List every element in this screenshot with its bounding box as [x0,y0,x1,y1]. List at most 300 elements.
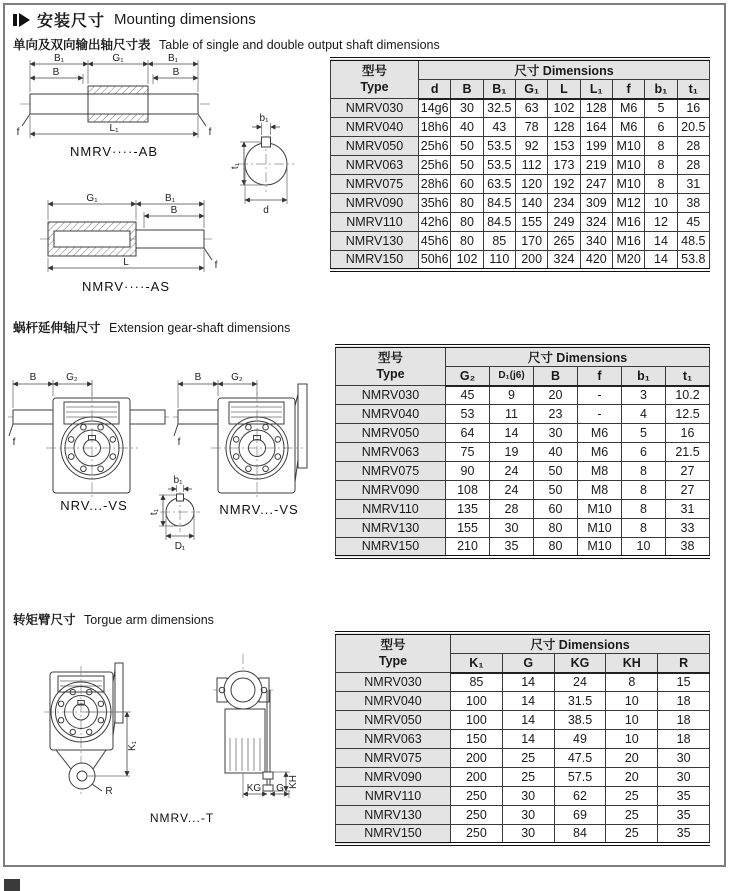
value-cell: 90 [446,462,490,481]
dim-label-d: d [263,205,269,216]
value-cell: M8 [578,462,622,481]
column-header: KH [606,654,658,673]
column-header: f [578,367,622,386]
value-cell: 12.5 [666,405,710,424]
value-cell: 49 [554,730,606,749]
column-header: L [548,80,580,99]
value-cell: 8 [622,519,666,538]
value-cell: 120 [515,175,547,194]
value-cell: 12 [645,213,677,232]
value-cell: 25 [606,787,658,806]
value-cell: 63.5 [483,175,515,194]
value-cell: 14 [645,232,677,251]
drawing-label-ab: NMRV····-AB [69,144,159,159]
type-cell: NMRV063 [331,156,419,175]
type-cell: NMRV040 [336,692,451,711]
value-cell: 8 [606,673,658,692]
value-cell: 30 [490,519,534,538]
type-cell: NMRV075 [336,462,446,481]
value-cell: 14 [502,673,554,692]
value-cell: 92 [515,137,547,156]
page-title [13,8,256,31]
value-cell: 128 [580,99,612,118]
dimensions-header: 尺寸 Dimensions [446,346,710,367]
drawing-label-as: NMRV····-AS [81,279,171,294]
dim-label-g: G [276,783,284,794]
value-cell: M20 [612,251,644,270]
value-cell: 40 [534,443,578,462]
value-cell: 5 [622,424,666,443]
value-cell: 100 [451,692,503,711]
value-cell: 14 [502,711,554,730]
table-row [336,768,710,787]
value-cell: 60 [451,175,483,194]
column-header: B [534,367,578,386]
value-cell: 62 [554,787,606,806]
column-header: t₁ [677,80,709,99]
worm-shaft-keyway-section-drawing [149,475,200,552]
value-cell: 30 [502,806,554,825]
dim-label-b: B [172,67,180,78]
value-cell: 50h6 [419,251,451,270]
value-cell: 6 [645,118,677,137]
value-cell: 324 [580,213,612,232]
value-cell: 110 [483,251,515,270]
value-cell: 8 [622,481,666,500]
value-cell: 200 [451,749,503,768]
column-header: L₁ [580,80,612,99]
type-cell: NMRV110 [331,213,419,232]
column-header: G₁ [515,80,547,99]
type-cell: NMRV050 [336,424,446,443]
value-cell: 84 [554,825,606,844]
type-cell: NMRV130 [336,519,446,538]
value-cell: 14 [490,424,534,443]
value-cell: M10 [578,519,622,538]
value-cell: 30 [658,768,710,787]
dim-label-b: B [29,372,37,383]
value-cell: M10 [612,175,644,194]
value-cell: M8 [578,481,622,500]
value-cell: 10.2 [666,386,710,405]
table-row [336,787,710,806]
section1-subtitle-en: Table of single and double output shaft dimensions [159,38,440,52]
value-cell: 15 [658,673,710,692]
page-title-cn: 安装尺寸 [37,13,106,30]
value-cell: 53 [446,405,490,424]
value-cell: 250 [451,825,503,844]
value-cell: 219 [580,156,612,175]
section2-subtitle-en: Extension gear-shaft dimensions [109,321,291,335]
value-cell: 10 [645,194,677,213]
type-cell: NMRV110 [336,787,451,806]
value-cell: 45 [677,213,709,232]
type-cell: NMRV050 [331,137,419,156]
value-cell: 25 [502,749,554,768]
value-cell: 28 [490,500,534,519]
value-cell: 16 [666,424,710,443]
table-header-row [331,59,710,80]
value-cell: 192 [548,175,580,194]
value-cell: 108 [446,481,490,500]
value-cell: 18 [658,692,710,711]
type-cell: NMRV090 [336,481,446,500]
extension-shaft-drawings [8,362,328,562]
value-cell: 35 [658,825,710,844]
table-row [336,386,710,405]
value-cell: 80 [451,194,483,213]
dim-label-g2: G₂ [231,372,243,383]
value-cell: 28 [677,137,709,156]
value-cell: 420 [580,251,612,270]
table-row [336,749,710,768]
value-cell: - [578,405,622,424]
section1-subtitle [13,35,440,53]
column-header: B [451,80,483,99]
table-row [336,711,710,730]
value-cell: 47.5 [554,749,606,768]
value-cell: 28h6 [419,175,451,194]
value-cell: 30 [502,825,554,844]
value-cell: 324 [548,251,580,270]
type-cell: NMRV130 [336,806,451,825]
type-cell: NMRV040 [336,405,446,424]
value-cell: 80 [534,538,578,557]
value-cell: 50 [451,137,483,156]
value-cell: 84.5 [483,213,515,232]
drawing-label-nmrv-vs: NMRV...-VS [219,502,299,517]
table-row [336,405,710,424]
dim-label-kh: KH [288,775,299,789]
value-cell: 33 [666,519,710,538]
dim-label-b1: B₁ [164,193,176,204]
dimensions-header: 尺寸 Dimensions [451,633,710,654]
value-cell: 112 [515,156,547,175]
dim-label-f: f [214,260,218,271]
type-cell: NMRV040 [331,118,419,137]
extension-shaft-dimensions-table [335,344,710,559]
output-shaft-drawings [8,52,328,302]
value-cell: 102 [451,251,483,270]
dim-label-b: B [52,67,60,78]
value-cell: 40 [451,118,483,137]
section3-subtitle-en: Torgue arm dimensions [84,613,214,627]
value-cell: 10 [606,730,658,749]
value-cell: 200 [451,768,503,787]
value-cell: 60 [534,500,578,519]
table-row [336,500,710,519]
value-cell: 38 [677,194,709,213]
value-cell: 200 [515,251,547,270]
value-cell: 50 [534,462,578,481]
value-cell: 78 [515,118,547,137]
value-cell: 53.5 [483,137,515,156]
value-cell: 9 [490,386,534,405]
value-cell: 31.5 [554,692,606,711]
value-cell: 173 [548,156,580,175]
value-cell: 4 [622,405,666,424]
table-row [336,806,710,825]
type-cell: NMRV150 [336,825,451,844]
shaft-ab-drawing [17,53,212,159]
column-header: G [502,654,554,673]
value-cell: M10 [612,137,644,156]
type-cell: NMRV063 [336,730,451,749]
table-header-row [336,346,710,367]
value-cell: 102 [548,99,580,118]
table-row [331,99,710,118]
value-cell: 155 [446,519,490,538]
value-cell: 43 [483,118,515,137]
value-cell: 135 [446,500,490,519]
dim-label-b1: b₁ [173,475,183,486]
dim-label-b1: B₁ [53,53,65,64]
value-cell: M10 [612,156,644,175]
type-cell: NMRV030 [331,99,419,118]
value-cell: 155 [515,213,547,232]
table-row [331,118,710,137]
value-cell: 53.8 [677,251,709,270]
value-cell: 20 [606,749,658,768]
value-cell: 10 [606,692,658,711]
gearbox-nmrv-vs-drawing [173,372,307,517]
torque-arm-drawings [8,638,328,866]
drawing-label-nmrv-t: NMRV...-T [149,811,215,825]
value-cell: 25h6 [419,156,451,175]
value-cell: 31 [677,175,709,194]
output-shaft-dimensions-table [330,57,710,272]
type-column-header: 型号 Type [331,59,419,99]
dim-label-r: R [105,786,113,797]
table-row [331,175,710,194]
value-cell: 8 [645,175,677,194]
value-cell: 18h6 [419,118,451,137]
value-cell: 250 [451,806,503,825]
value-cell: 247 [580,175,612,194]
value-cell: 24 [554,673,606,692]
type-cell: NMRV030 [336,673,451,692]
value-cell: 210 [446,538,490,557]
value-cell: 38 [666,538,710,557]
type-cell: NMRV030 [336,386,446,405]
value-cell: 45h6 [419,232,451,251]
value-cell: 340 [580,232,612,251]
value-cell: 14 [502,730,554,749]
value-cell: 6 [622,443,666,462]
table-row [331,251,710,270]
value-cell: 48.5 [677,232,709,251]
value-cell: 30 [451,99,483,118]
dim-label-g1: G₁ [86,193,98,204]
dim-label-f: f [208,127,212,138]
value-cell: 25h6 [419,137,451,156]
dim-label-b1: b₁ [259,113,269,124]
value-cell: 309 [580,194,612,213]
dim-label-g1: G₁ [112,53,124,64]
value-cell: 20 [606,768,658,787]
table-row [336,825,710,844]
value-cell: 199 [580,137,612,156]
column-header: d [419,80,451,99]
value-cell: 75 [446,443,490,462]
value-cell: 14g6 [419,99,451,118]
column-header: R [658,654,710,673]
dim-label-f: f [177,437,181,448]
table-row [336,443,710,462]
dim-label-f: f [12,437,16,448]
column-header: B₁ [483,80,515,99]
dim-label-l1: L₁ [109,123,119,134]
value-cell: 21.5 [666,443,710,462]
column-header: D₁(j6) [490,367,534,386]
table-row [331,156,710,175]
value-cell: 50 [534,481,578,500]
value-cell: 57.5 [554,768,606,787]
value-cell: 27 [666,462,710,481]
table-row [336,481,710,500]
type-cell: NMRV110 [336,500,446,519]
table-row [336,424,710,443]
value-cell: M6 [612,118,644,137]
value-cell: 20.5 [677,118,709,137]
section2-subtitle-cn: 蜗杆延伸轴尺寸 [13,321,101,335]
value-cell: 45 [446,386,490,405]
shaft-as-drawing [40,193,218,294]
value-cell: M6 [578,443,622,462]
value-cell: 128 [548,118,580,137]
value-cell: 25 [606,825,658,844]
value-cell: - [578,386,622,405]
type-cell: NMRV050 [336,711,451,730]
play-arrow-icon [13,13,30,27]
column-header: b₁ [622,367,666,386]
type-cell: NMRV130 [331,232,419,251]
table-row [331,194,710,213]
value-cell: 140 [515,194,547,213]
value-cell: 35h6 [419,194,451,213]
value-cell: M12 [612,194,644,213]
value-cell: 10 [622,538,666,557]
value-cell: 25 [502,768,554,787]
type-cell: NMRV075 [331,175,419,194]
value-cell: 18 [658,711,710,730]
torque-arm-dimensions-table [335,631,710,846]
value-cell: 80 [534,519,578,538]
dim-label-t1: t₁ [149,508,160,516]
column-header: K₁ [451,654,503,673]
column-header: KG [554,654,606,673]
column-header: G₂ [446,367,490,386]
table-row [331,137,710,156]
value-cell: 19 [490,443,534,462]
value-cell: 250 [451,787,503,806]
value-cell: 84.5 [483,194,515,213]
value-cell: 38.5 [554,711,606,730]
value-cell: 32.5 [483,99,515,118]
dimensions-header: 尺寸 Dimensions [419,59,710,80]
section1-subtitle-cn: 单向及双向输出轴尺寸表 [13,38,151,52]
dim-label-l: L [123,257,129,268]
table-row [331,232,710,251]
value-cell: 85 [483,232,515,251]
value-cell: 8 [622,462,666,481]
dim-label-f: f [16,127,20,138]
value-cell: 63 [515,99,547,118]
value-cell: 64 [446,424,490,443]
value-cell: 53.5 [483,156,515,175]
value-cell: 31 [666,500,710,519]
dim-label-kg: KG [246,783,262,794]
value-cell: 10 [606,711,658,730]
page-title-en: Mounting dimensions [114,11,256,28]
value-cell: 30 [534,424,578,443]
type-cell: NMRV090 [331,194,419,213]
dim-label-b1: B₁ [167,53,179,64]
value-cell: 18 [658,730,710,749]
value-cell: M10 [578,538,622,557]
column-header: t₁ [666,367,710,386]
value-cell: 234 [548,194,580,213]
table-header-row [336,633,710,654]
value-cell: M6 [612,99,644,118]
torque-arm-front-drawing [44,663,138,797]
type-column-header: 型号 Type [336,633,451,673]
type-cell: NMRV090 [336,768,451,787]
column-header: b₁ [645,80,677,99]
table-row [336,730,710,749]
type-cell: NMRV150 [336,538,446,557]
value-cell: M16 [612,232,644,251]
value-cell: 80 [451,213,483,232]
dim-label-b: B [194,372,202,383]
value-cell: 85 [451,673,503,692]
table-row [331,213,710,232]
value-cell: 35 [658,806,710,825]
value-cell: 164 [580,118,612,137]
dim-label-k1: K₁ [127,740,138,752]
dim-label-d1: D₁ [174,541,186,552]
value-cell: 25 [606,806,658,825]
value-cell: 35 [658,787,710,806]
column-header: f [612,80,644,99]
value-cell: 3 [622,386,666,405]
value-cell: 150 [451,730,503,749]
value-cell: 8 [645,137,677,156]
dim-label-t1: t₁ [230,162,241,170]
value-cell: 50 [451,156,483,175]
table-row [336,538,710,557]
value-cell: 5 [645,99,677,118]
value-cell: 11 [490,405,534,424]
table-row [336,462,710,481]
drawing-label-nrv-vs: NRV...-VS [60,498,128,513]
value-cell: M16 [612,213,644,232]
value-cell: 14 [502,692,554,711]
value-cell: 42h6 [419,213,451,232]
value-cell: 35 [490,538,534,557]
type-cell: NMRV150 [331,251,419,270]
section2-subtitle [13,318,290,336]
value-cell: 30 [502,787,554,806]
value-cell: 69 [554,806,606,825]
value-cell: 265 [548,232,580,251]
table-row [336,519,710,538]
value-cell: 100 [451,711,503,730]
value-cell: 153 [548,137,580,156]
type-cell: NMRV063 [336,443,446,462]
value-cell: 24 [490,481,534,500]
page-footer-mark [4,879,20,891]
